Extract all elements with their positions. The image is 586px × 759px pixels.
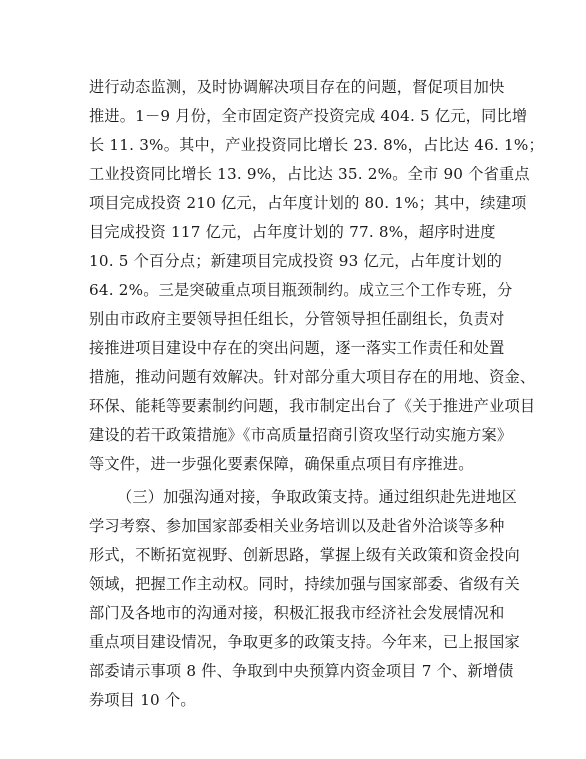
- text-line: 项目完成投资 210 亿元，占年度计划的 80. 1%；其中，续建项: [89, 194, 527, 212]
- text-line: 等文件，进一步强化要素保障，确保重点项目有序推进。: [89, 455, 474, 473]
- text-line: 环保、能耗等要素制约问题，我市制定出台了《关于推进产业项目: [89, 397, 536, 415]
- text-line: 10. 5 个百分点；新建项目完成投资 93 亿元，占年度计划的: [89, 252, 502, 270]
- text-line: 券项目 10 个。: [89, 691, 196, 709]
- text-line: 64. 2%。三是突破重点项目瓶颈制约。成立三个工作专班，分: [89, 281, 513, 299]
- text-line: 目完成投资 117 亿元，占年度计划的 77. 8%，超序时进度: [89, 223, 496, 241]
- text-line: 部门及各地市的沟通对接，积极汇报我市经济社会发展情况和: [89, 604, 505, 622]
- text-line: 学习考察、参加国家部委相关业务培训以及赴省外洽谈等多种: [89, 517, 505, 535]
- document-body: [89, 73, 544, 715]
- text-line: 进行动态监测，及时协调解决项目存在的问题，督促项目加快: [89, 78, 505, 96]
- text-line: 工业投资同比增长 13. 9%，占比达 35. 2%。全市 90 个省重点: [89, 165, 530, 183]
- text-line: 建设的若干政策措施》《市高质量招商引资攻坚行动实施方案》: [89, 426, 513, 444]
- paragraph-investment-progress: [89, 73, 544, 479]
- text-line: 长 11. 3%。其中，产业投资同比增长 23. 8%，占比达 46. 1%；: [89, 136, 544, 154]
- text-line: 措施，推动问题有效解决。针对部分重大项目存在的用地、资金、: [89, 368, 536, 386]
- paragraph-policy-support: [89, 483, 520, 715]
- text-line: 别由市政府主要领导担任组长，分管领导担任副组长，负责对: [89, 310, 505, 328]
- text-line: 接推进项目建设中存在的突出问题，逐一落实工作责任和处置: [89, 339, 505, 357]
- text-line: 领域，把握工作主动权。同时，持续加强与国家部委、省级有关: [89, 575, 520, 593]
- text-line: 部委请示事项 8 件、争取到中央预算内资金项目 7 个、新增债: [89, 662, 514, 680]
- text-line: 推进。1－9 月份，全市固定资产投资完成 404. 5 亿元，同比增: [89, 107, 528, 125]
- text-line: 形式，不断拓宽视野、创新思路，掌握上级有关政策和资金投向: [89, 546, 520, 564]
- text-line: 重点项目建设情况，争取更多的政策支持。今年来，已上报国家: [89, 633, 520, 651]
- text-line: （三）加强沟通对接，争取政策支持。通过组织赴先进地区: [117, 488, 518, 506]
